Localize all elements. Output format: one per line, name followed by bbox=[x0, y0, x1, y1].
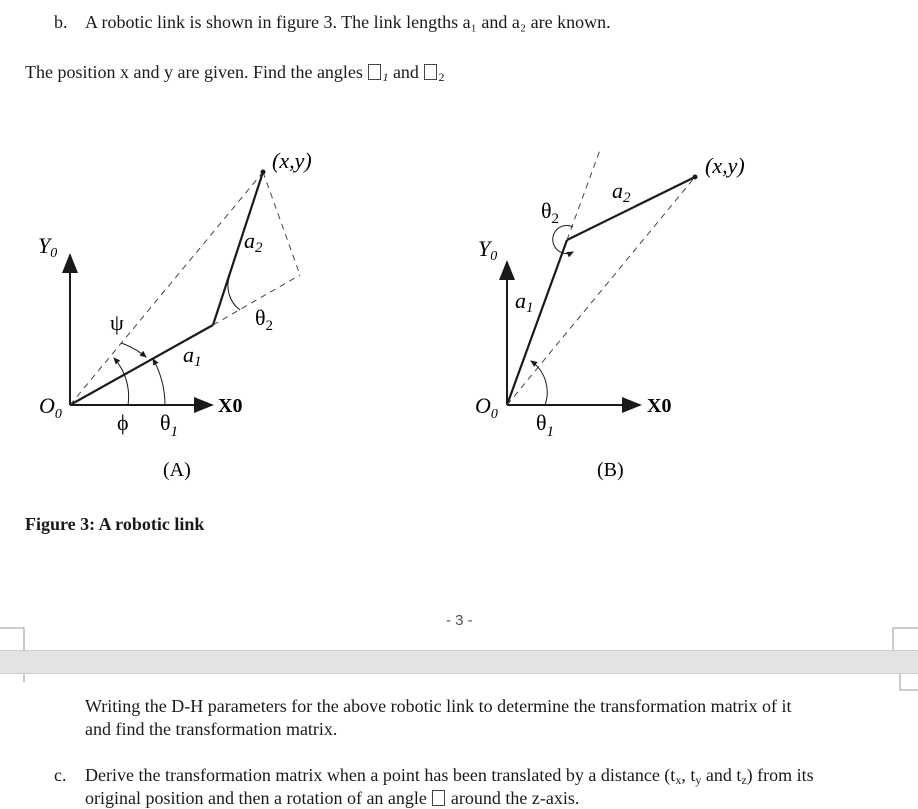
theta2-label: $\theta_2$ bbox=[541, 198, 560, 227]
theta2-sub: 2 bbox=[438, 70, 445, 84]
psi-label: ψ bbox=[110, 310, 124, 335]
part-c-line1 bbox=[85, 765, 814, 788]
sep1: , t bbox=[681, 765, 696, 785]
part-c-line1-end: ) from its bbox=[746, 765, 814, 785]
a1-label: a1 bbox=[183, 342, 202, 370]
page-number: - 3 - bbox=[446, 612, 473, 629]
tx-sub: x bbox=[675, 773, 682, 787]
part-c-line2-end: around the z-axis. bbox=[446, 788, 580, 808]
origin-label: $O_0$ bbox=[39, 393, 62, 422]
end-point bbox=[261, 170, 266, 175]
y-axis-label: Y0 bbox=[38, 233, 58, 261]
origin-label: $O_0$ bbox=[475, 393, 498, 422]
theta1-label: $\theta_1$ bbox=[160, 410, 179, 440]
theta1-arc bbox=[153, 359, 165, 405]
part-c-label: c. bbox=[54, 765, 67, 785]
part-c-line2 bbox=[85, 788, 579, 809]
psi-arc bbox=[121, 343, 146, 357]
a1-label: a1 bbox=[515, 288, 534, 316]
panel-a-label: (A) bbox=[163, 459, 191, 481]
theta1-label: $\theta_1$ bbox=[536, 410, 555, 440]
point-label: (x,y) bbox=[705, 153, 745, 178]
point-label: (x,y) bbox=[272, 148, 312, 173]
page-break-gap bbox=[0, 650, 918, 674]
part-b-line1: A robotic link is shown in figure 3. The link lengths a₁ and a₂ are known. bbox=[85, 12, 611, 32]
part-b-line2-text: The position x and y are given. Find the angles bbox=[25, 62, 368, 82]
part-c-line2-text: original position and then a rotation of an angle bbox=[85, 788, 432, 808]
missing-glyph-icon bbox=[432, 790, 445, 806]
part-b-label: b. bbox=[54, 12, 68, 32]
dh-paragraph-line2: and find the transformation matrix. bbox=[85, 719, 338, 739]
x-axis-label: X0 bbox=[218, 395, 243, 417]
part-c-line1-text: Derive the transformation matrix when a point has been translated by a distance (t bbox=[85, 765, 676, 785]
phi-label: ϕ bbox=[117, 410, 129, 435]
reach-line bbox=[507, 177, 695, 405]
theta1-arc bbox=[531, 361, 547, 405]
panel-a bbox=[38, 148, 312, 481]
and-text: and bbox=[388, 62, 424, 82]
theta1-sub: 1 bbox=[382, 70, 389, 84]
dh-paragraph-line1: Writing the D-H parameters for the above robotic link to determine the transformation matrix of it bbox=[85, 696, 792, 716]
theta2-arc bbox=[228, 275, 240, 310]
panel-b-label: (B) bbox=[597, 459, 624, 481]
triangle-side bbox=[263, 172, 300, 275]
phi-arc bbox=[114, 358, 129, 405]
theta2-label: $\theta_2$ bbox=[255, 305, 274, 334]
x-axis-label: X0 bbox=[647, 395, 672, 417]
panel-b bbox=[475, 150, 745, 481]
figure-caption: Figure 3: A robotic link bbox=[25, 514, 205, 534]
end-point bbox=[693, 175, 698, 180]
link-a1 bbox=[507, 240, 567, 405]
reach-line bbox=[70, 172, 263, 405]
y-axis-label: Y0 bbox=[478, 236, 498, 264]
a2-label: a2 bbox=[244, 228, 263, 256]
tz-sub: z bbox=[741, 773, 747, 787]
a2-label: a2 bbox=[612, 178, 631, 206]
sep2: and t bbox=[701, 765, 742, 785]
ty-sub: y bbox=[695, 773, 702, 787]
